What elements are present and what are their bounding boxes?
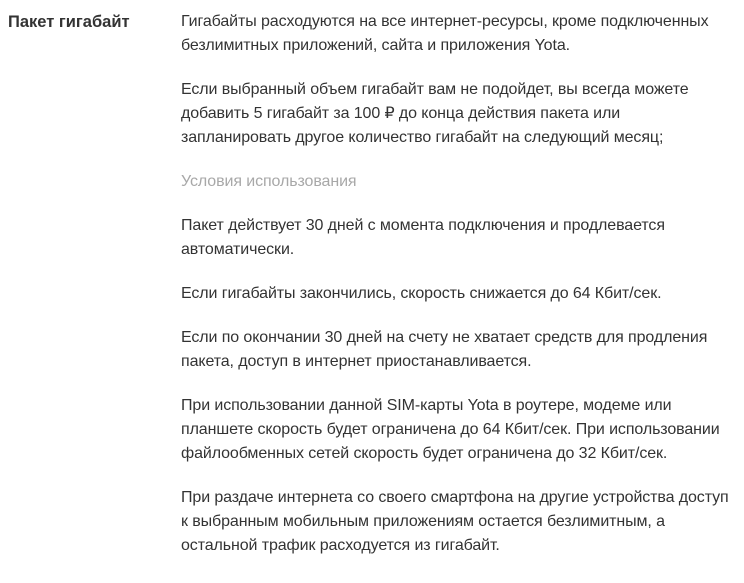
usage-paragraph: Если по окончании 30 дней на счету не хватает средств для продления пакета, доступ в интернет приостанавливается. <box>181 329 708 370</box>
intro-paragraph: Если выбранный объем гигабайт вам не подойдет, вы всегда можете добавить 5 гигабайт за 100 ₽ до конца действия пакета или запланировать другое количество гигабайт на следующий месяц; <box>181 81 689 146</box>
intro-paragraph: Гигабайты расходуются на все интернет-ресурсы, кроме подключенных безлимитных приложений, сайта и приложения Yota. <box>181 13 709 54</box>
term-label: Пакет гигабайт <box>8 13 130 31</box>
usage-paragraph: При раздаче интернета со своего смартфона на другие устройства доступ к выбранным мобильным приложениям остается безлимитным, а остальной трафик расходуется из гигабайт. <box>181 489 729 554</box>
usage-conditions-title: Условия использования <box>181 173 357 190</box>
usage-paragraph: Пакет действует 30 дней с момента подключения и продлевается автоматически. <box>181 217 665 258</box>
usage-paragraph: Если гигабайты закончились, скорость снижается до 64 Кбит/сек. <box>181 285 662 302</box>
usage-paragraph: При использовании данной SIM-карты Yota в роутере, модеме или планшете скорость будет ограничена до 64 Кбит/сек. При использовании файлообменных сетей скорость будет ограничена до 32 Кбит/сек. <box>181 397 720 462</box>
term-definition <box>181 10 744 578</box>
